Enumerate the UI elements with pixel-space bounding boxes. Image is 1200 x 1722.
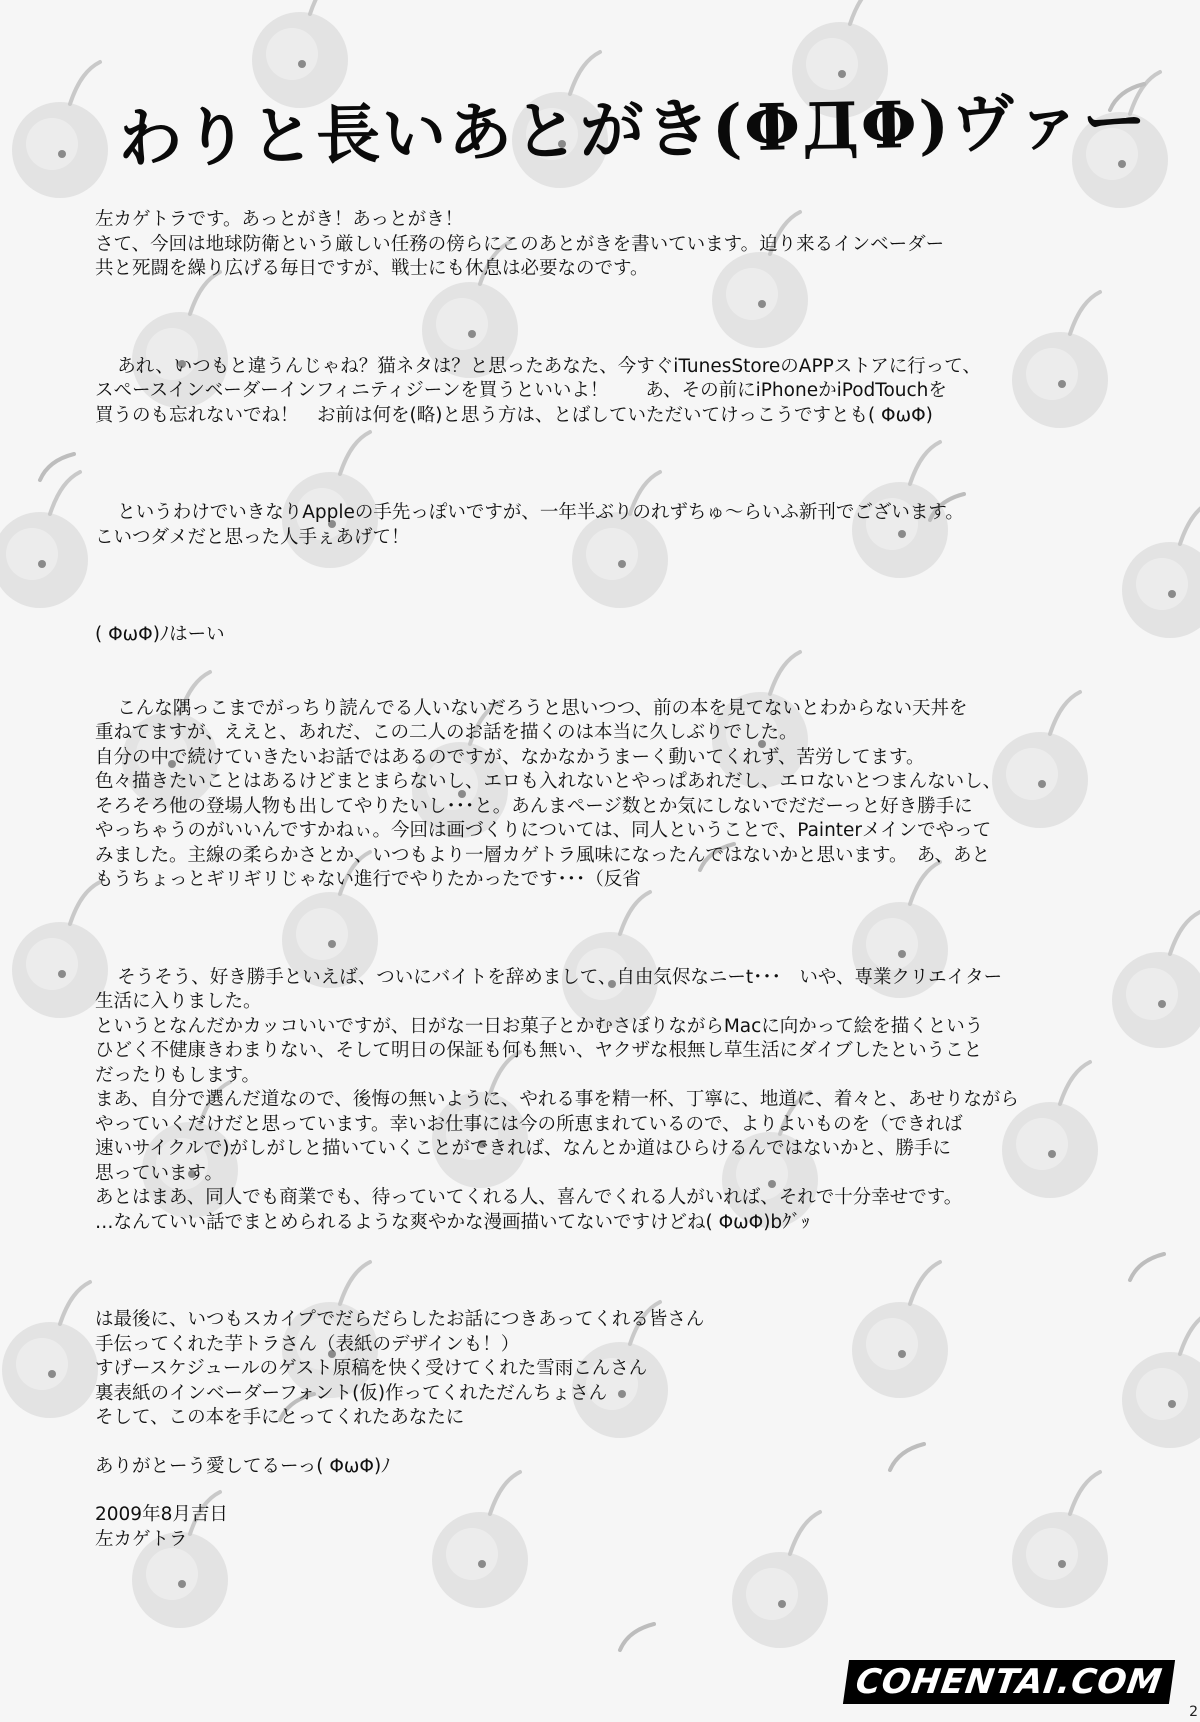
text-line: まあ、自分で選んだ道なので、後悔の無いように、やれる事を精一杯、丁寧に、地道に、着々と、あせりながら — [95, 1089, 1019, 1110]
page-number: 2 — [1189, 1704, 1198, 1720]
text-line: あとはまあ、同人でも商業でも、待っていてくれる人、喜んでくれる人がいれば、それで十分幸せです。 — [95, 1187, 963, 1208]
signature-block — [95, 1503, 1135, 1552]
text-line: というわけでいきなりAppleの手先っぽいですが、一年半ぶりのれずちゅ～らいふ新刊でございます。 — [117, 502, 964, 523]
text-line: だったりもします。 — [95, 1064, 261, 1086]
paragraph-apple — [95, 501, 1135, 550]
text-line: というとなんだかカッコいいですが、日がな一日お菓子とかむさぼりながらMacに向かって絵を描くという — [95, 1015, 984, 1037]
text-line: 色々描きたいことはあるけどまとまらないし、エロも入れないとやっぱあれだし、エロないとつまんないし、 — [95, 771, 1002, 792]
text-line: そうそう、好き勝手といえば、ついにバイトを辞めまして、自由気侭なニーt･･･ いや、専業クリエイター — [117, 966, 1003, 988]
text-line: スペースインベーダーインフィニティジーンを買うといいよ！ あ、その前にiPhoneかiPodTouchを — [95, 380, 947, 401]
text-line: 自分の中で続けていきたいお話ではあるのですが、なかなかうまーく動いてくれず、苦労してます。 — [95, 746, 925, 768]
text-line: ひどく不健康きわまりない、そして明日の保証も何も無い、ヤクザな根無し草生活にダイブしたということ — [95, 1040, 983, 1061]
paragraph-itunes — [95, 355, 1135, 429]
text-line: みました。主線の柔らかさとか、いつもより一層カゲトラ風味になったんではないかと思います。 あ、あと — [95, 844, 991, 866]
paragraph-thanks — [95, 1308, 1135, 1431]
text-line: 買うのも忘れないでね！ お前は何を(略)と思う方は、とばしていただいてけっこうですとも( ΦωΦ) — [95, 404, 933, 426]
date-line: 2009年8月吉日 — [95, 1504, 228, 1525]
text-line: …なんていい話でまとめられるような爽やかな漫画描いてないですけどね( ΦωΦ)bｸﾞｯ — [95, 1211, 810, 1233]
text-line: こいつダメだと思った人手ぇあげて！ — [95, 526, 410, 548]
text-line: すげースケジュールのゲスト原稿を快く受けてくれた雪雨こんさん — [95, 1358, 648, 1379]
text-line: 共と死闘を繰り広げる毎日ですが、戦士にも休息は必要なのです。 — [95, 258, 649, 279]
text-line: 左カゲトラです。あっとがき！あっとがき！ — [95, 209, 464, 230]
text-line: 生活に入りました。 — [95, 991, 262, 1012]
text-line: さて、今回は地球防衛という厳しい任務の傍らにこのあとがきを書いています。迫り来るインベーダー — [95, 233, 945, 255]
text-line: 裏表紙のインベーダーフォント(仮)作ってくれただんちょさん — [95, 1382, 608, 1404]
author-name: 左カゲトラ — [95, 1528, 188, 1550]
text-line: ありがとーう愛してるーっ( ΦωΦ)ﾉ — [95, 1455, 391, 1477]
text-line: 思っています。 — [95, 1162, 224, 1184]
text-line: 速いサイクルで)がしがしと描いていくことができれば、なんとか道はひらけるんではないかと、勝手に — [95, 1138, 952, 1159]
text-line: やっていくだけだと思っています。幸いお仕事には今の所恵まれているので、よりよいものを（できれば — [95, 1113, 963, 1135]
paragraph-career — [95, 966, 1135, 1236]
text-line: ( ΦωΦ)ﾉはーい — [95, 624, 225, 645]
text-line: そして、この本を手にとってくれたあなたに — [95, 1407, 465, 1428]
text-line: そろそろ他の登場人物も出してやりたいし･･･と。あんまページ数とか気にしないでだだーっと好き勝手に — [95, 795, 973, 817]
text-line: は最後に、いつもスカイプでだらだらしたお話につきあってくれる皆さん — [95, 1309, 705, 1330]
paragraph-intro — [95, 208, 1135, 282]
paragraph-story — [95, 697, 1135, 893]
text-line: あれ、いつもと違うんじゃね？猫ネタは？と思ったあなた、今すぐiTunesStoreのAPPストアに行って、 — [117, 355, 981, 377]
paragraph-reply — [95, 623, 1135, 648]
text-line: 重ねてますが、ええと、あれだ、この二人のお話を描くのは本当に久しぶりでした。 — [95, 722, 798, 743]
text-line: こんな隅っこまでがっちり読んでる人いないだろうと思いつつ、前の本を見てないとわからない天丼を — [117, 697, 968, 719]
text-line: やっちゃうのがいいんですかねぃ。今回は画づくりについては、同人ということで、Painterメインでやって — [95, 820, 992, 841]
text-line: もうちょっとギリギリじゃない進行でやりたかったです･･･（反省 — [95, 869, 641, 890]
afterword-body — [95, 208, 1135, 1552]
text-line: 手伝ってくれた芋トラさん（表紙のデザインも！） — [95, 1333, 520, 1355]
paragraph-love — [95, 1455, 1135, 1480]
page-title: わりと長いあとがき(ΦДΦ)ヴァー — [117, 84, 1149, 177]
site-watermark: COHENTAI.COM — [843, 1660, 1175, 1704]
